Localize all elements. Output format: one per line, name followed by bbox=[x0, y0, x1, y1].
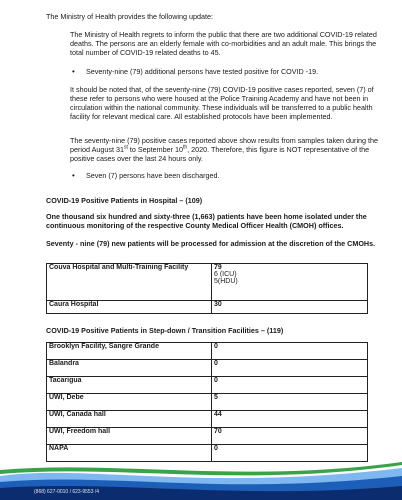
patient-count: 5 bbox=[212, 394, 368, 411]
intro-line: The Ministry of Health provides the following update: bbox=[46, 12, 213, 21]
sample-period-paragraph: The seventy-nine (79) positive cases reported above show results from samples taken during the period August 31st to September 10th, 2020. Therefore, this figure is NOT representative of the positive cases over the last 24 hours only. bbox=[70, 136, 379, 163]
footer-contact: (868) 627-0010 / 623-9553 /4 bbox=[34, 489, 100, 495]
bullet-icon: • bbox=[72, 171, 75, 180]
table-row bbox=[47, 301, 368, 314]
hospital-heading: COVID-19 Positive Patients in Hospital – (109) bbox=[46, 196, 203, 205]
stepdown-table bbox=[46, 342, 368, 462]
police-academy-paragraph: It should be noted that, of the seventy-nine (79) COVID-19 positive cases reported, seven (7) of these refer to persons who were housed at the Police Training Academy and have not been in circulation within the national community. These individuals will be transferred to a public health facility for relevant medical care. All established protocols have been implemented. bbox=[70, 85, 374, 121]
stepdown-heading: COVID-19 Positive Patients in Step-down / Transition Facilities – (119) bbox=[46, 326, 284, 335]
home-isolated-text: One thousand six hundred and sixty-three (1,663) patients have been home isolated under the continuous monitoring of the respective County Medical Officer Health (CMOH) offices. bbox=[46, 212, 367, 230]
table-row bbox=[47, 360, 368, 377]
patient-count: 44 bbox=[212, 411, 368, 428]
bullet-icon: • bbox=[72, 67, 75, 76]
discharged-bullet: Seven (7) persons have been discharged. bbox=[86, 171, 220, 180]
table-row bbox=[47, 445, 368, 462]
facility-name: UWI, Freedom hall bbox=[47, 428, 212, 445]
table-row bbox=[47, 377, 368, 394]
patient-count: 79 bbox=[214, 264, 222, 271]
icu-count: 6 (ICU) bbox=[214, 271, 237, 278]
facility-name: Couva Hospital and Multi-Training Facility bbox=[47, 264, 212, 301]
table-row bbox=[47, 411, 368, 428]
patient-count: 0 bbox=[212, 360, 368, 377]
deaths-paragraph: The Ministry of Health regrets to inform the public that there are two additional COVID-19 related deaths. The persons are an elderly female with co-morbidities and an adult male. This brings the total number of COVID-19 related deaths to 45. bbox=[70, 30, 377, 57]
patient-count: 70 bbox=[212, 428, 368, 445]
facility-name: NAPA bbox=[47, 445, 212, 462]
table-row bbox=[47, 343, 368, 360]
patient-count: 0 bbox=[212, 445, 368, 462]
facility-values bbox=[212, 264, 368, 301]
table-row bbox=[47, 428, 368, 445]
facility-name: Brooklyn Facility, Sangre Grande bbox=[47, 343, 212, 360]
facility-name: Caura Hospital bbox=[47, 301, 212, 314]
positive-tests-bullet: Seventy-nine (79) additional persons have tested positive for COVID -19. bbox=[86, 67, 319, 76]
patient-count: 0 bbox=[212, 343, 368, 360]
patient-count: 30 bbox=[212, 301, 368, 314]
hospital-table bbox=[46, 263, 368, 314]
facility-name: UWI, Debe bbox=[47, 394, 212, 411]
footer-banner bbox=[0, 462, 402, 500]
hdu-count: 5(HDU) bbox=[214, 278, 238, 285]
table-row bbox=[47, 264, 368, 301]
facility-name: UWI, Canada hall bbox=[47, 411, 212, 428]
patient-count: 0 bbox=[212, 377, 368, 394]
new-patients-text: Seventy - nine (79) new patients will be processed for admission at the discretion of the CMOHs. bbox=[46, 239, 376, 248]
facility-name: Tacarigua bbox=[47, 377, 212, 394]
facility-name: Balandra bbox=[47, 360, 212, 377]
table-row bbox=[47, 394, 368, 411]
